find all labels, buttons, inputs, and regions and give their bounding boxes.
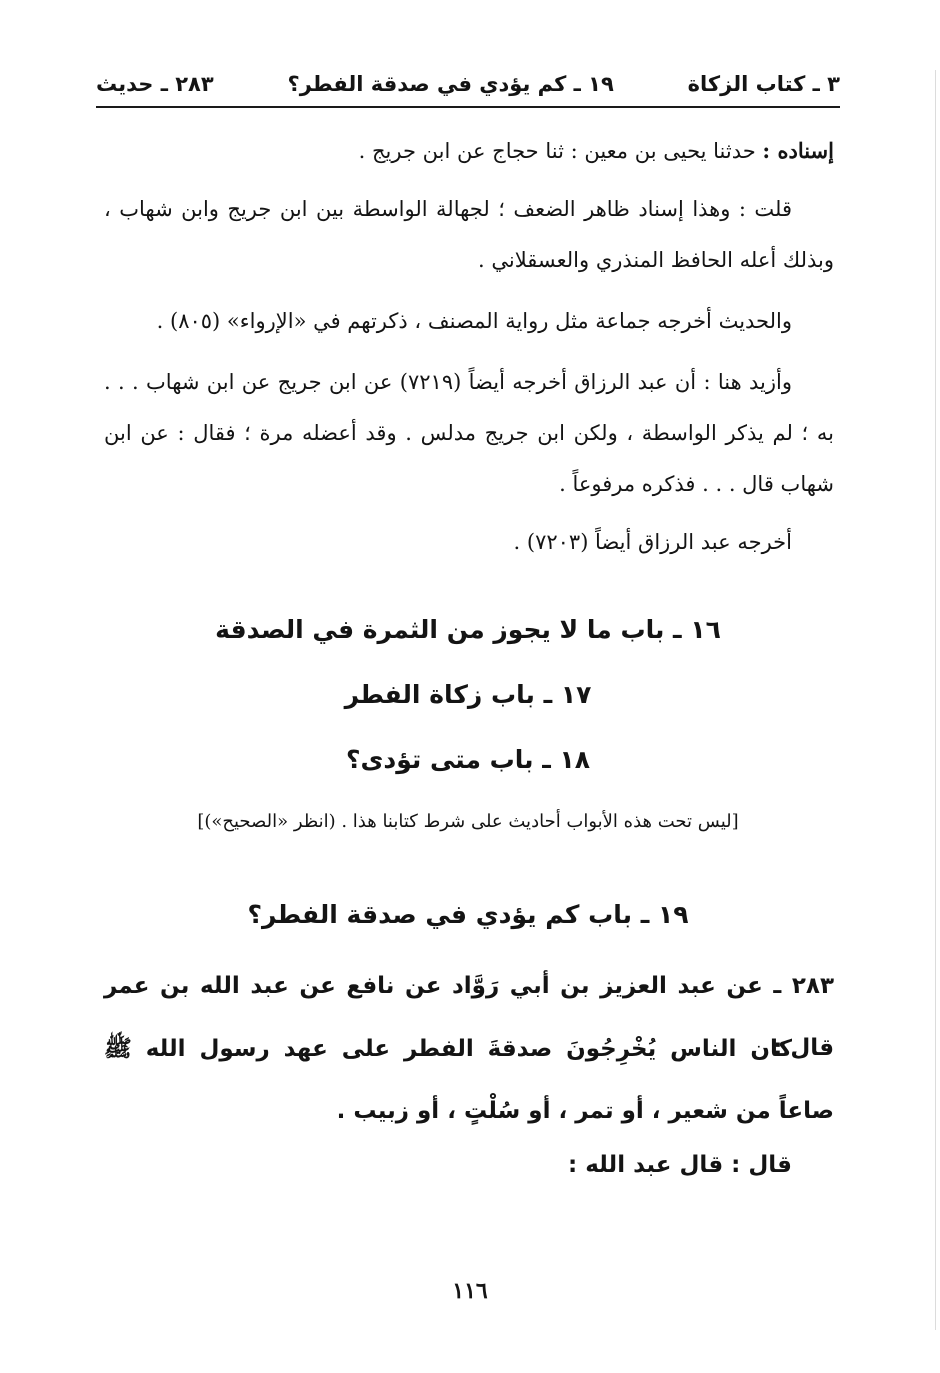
chapter-heading-17: ١٧ ـ باب زكاة الفطر [344,680,592,709]
page-number: ١١٦ [452,1278,488,1304]
scan-edge-line [935,70,936,1330]
hadith-chain: ٢٨٣ ـ عن عبد العزيز بن أبي رَوَّاد عن نافع عن عبد الله بن عمر قال : [104,973,834,1061]
commentary-paragraph-3: وأزيد هنا : أن عبد الرزاق أخرجه أيضاً (٧٢١٩) عن ابن جريج عن ابن شهاب . . . به ؛ لم يذكر الواسطة ، ولكن ابن جريج مدلس . وقد أعضله مرة ؛ فقال : عن ابن شهاب قال . . . فذكره مرفوعاً . [104,370,834,496]
chapter-heading-16: ١٦ ـ باب ما لا يجوز من الثمرة في الصدقة [215,615,721,644]
hadith-continuation: قال : قال عبد الله : [568,1152,792,1178]
header-hadith-number: ٢٨٣ ـ حديث [96,72,214,96]
running-header [96,60,840,108]
header-chapter-title: ١٩ ـ كم يؤدي في صدقة الفطر؟ [287,72,614,96]
commentary-paragraph-1: قلت : وهذا إسناد ظاهر الضعف ؛ لجهالة الواسطة بين ابن جريج وابن شهاب ، وبذلك أعله الحافظ المنذري والعسقلاني . [104,197,834,272]
chapter-heading-18: ١٨ ـ باب متى تؤدى؟ [345,745,591,774]
header-book-title: ٣ ـ كتاب الزكاة [687,72,840,96]
editor-note: [ليس تحت هذه الأبواب أحاديث على شرط كتابنا هذا . (انظر «الصحيح»)] [197,811,739,832]
hadith-text: كان الناس يُخْرِجُونَ صدقةَ الفطر على عهد رسول الله ﷺ صاعاً من شعير ، أو تمر ، أو سُلْتٍ ، أو زبيب . [104,1036,834,1124]
commentary-paragraph-2: والحديث أخرجه جماعة مثل رواية المصنف ، ذكرتهم في «الإرواء» (٨٠٥) . [156,309,792,333]
header-divider [96,106,840,108]
isnad-paragraph [104,125,834,177]
chapter-heading-19: ١٩ ـ باب كم يؤدي في صدقة الفطر؟ [247,900,689,929]
isnad-text: حدثنا يحيى بن معين : ثنا حجاج عن ابن جريج . [358,139,763,163]
isnad-label: إسناده : [762,138,834,163]
commentary-paragraph-4: أخرجه عبد الرزاق أيضاً (٧٢٠٣) . [513,530,792,554]
